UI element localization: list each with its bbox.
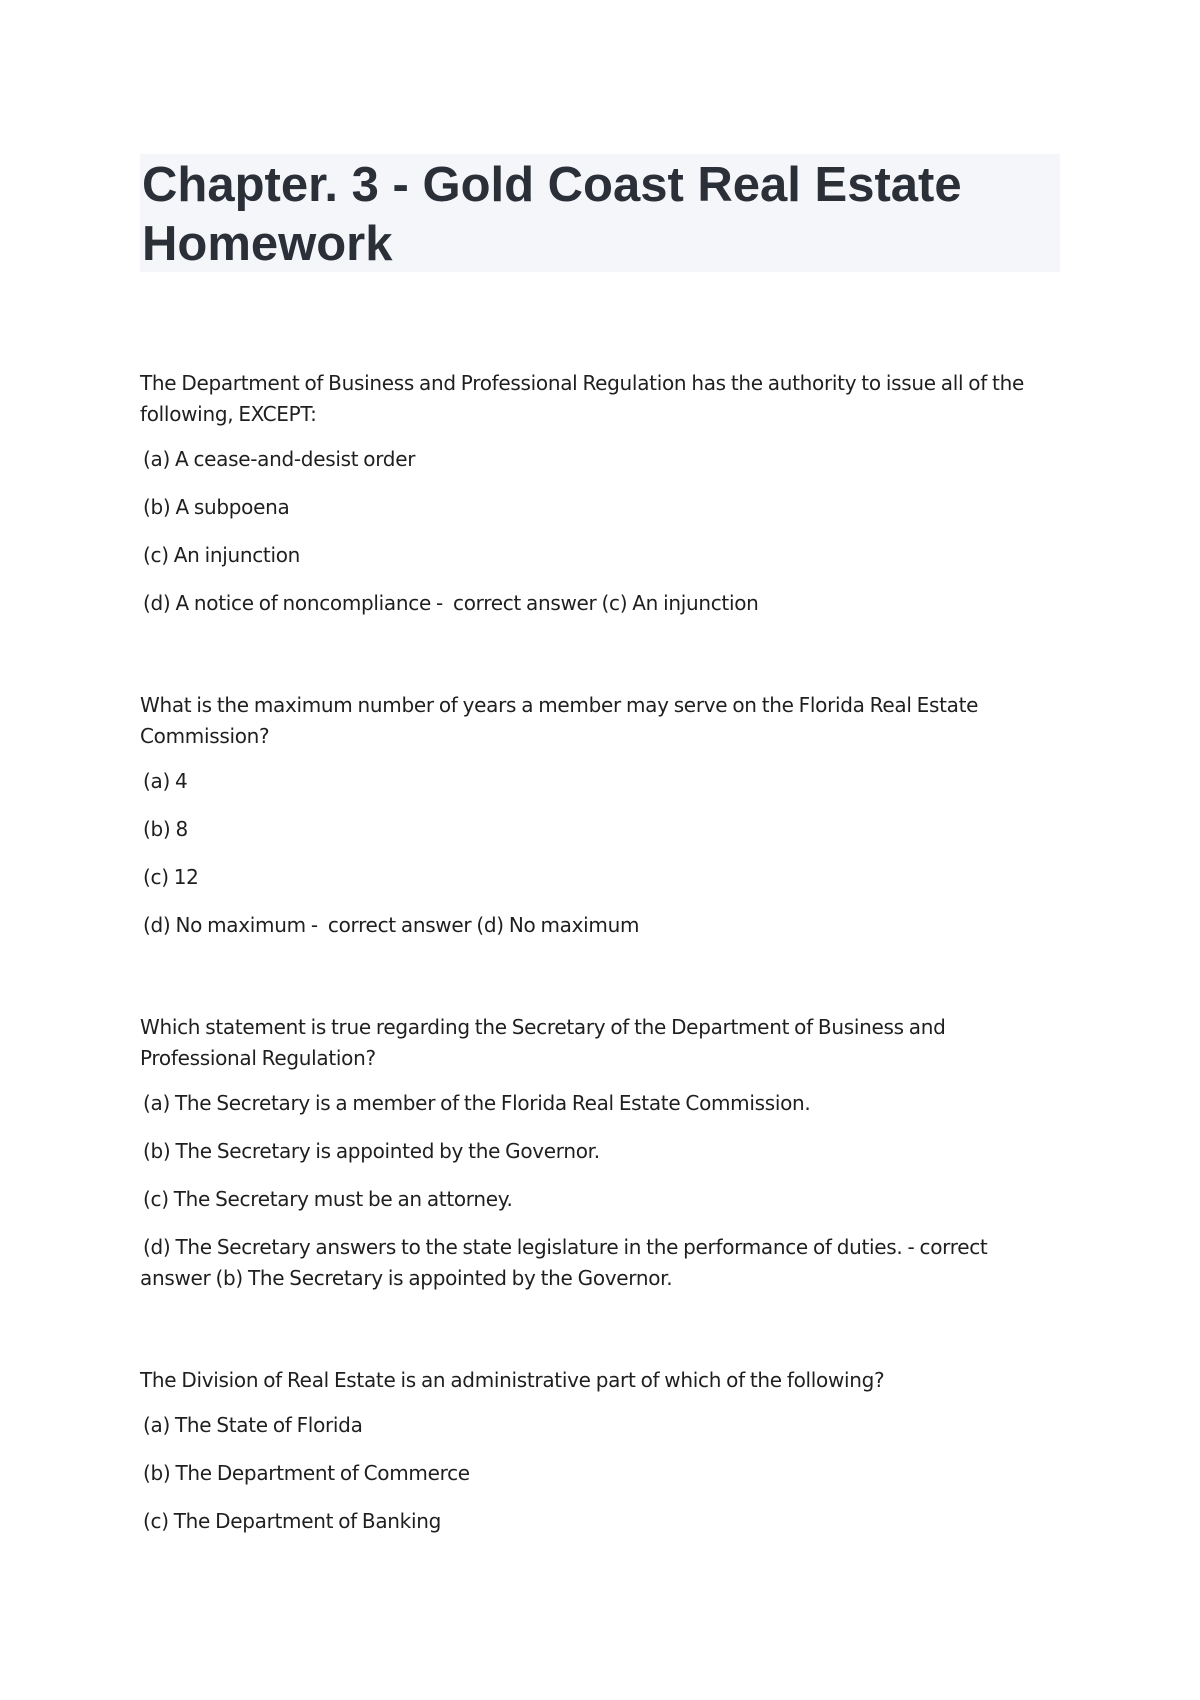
option-c: (c) An injunction (143, 543, 301, 567)
option-d-with-answer: (d) No maximum - correct answer (d) No maximum (143, 913, 640, 937)
question-2 (140, 690, 1060, 941)
option-b: (b) The Secretary is appointed by the Governor. (143, 1139, 600, 1163)
question-4 (140, 1365, 1060, 1537)
question-text: The Department of Business and Professional Regulation has the authority to issue all of the following, EXCEPT: (140, 371, 1024, 426)
option-c: (c) The Secretary must be an attorney. (143, 1187, 513, 1211)
option-a: (a) The State of Florida (143, 1413, 363, 1437)
option-a: (a) A cease-and-desist order (143, 447, 416, 471)
option-b: (b) The Department of Commerce (143, 1461, 470, 1485)
option-c: (c) 12 (143, 865, 199, 889)
option-b: (b) A subpoena (143, 495, 290, 519)
question-text: The Division of Real Estate is an administrative part of which of the following? (140, 1368, 885, 1392)
page-title: Chapter. 3 - Gold Coast Real Estate Homework (142, 158, 962, 271)
option-a: (a) 4 (143, 769, 188, 793)
question-text: What is the maximum number of years a member may serve on the Florida Real Estate Commission? (140, 693, 979, 748)
title-banner (140, 154, 1060, 272)
option-c: (c) The Department of Banking (143, 1509, 441, 1533)
option-b: (b) 8 (143, 817, 188, 841)
option-d-with-answer: (d) The Secretary answers to the state legislature in the performance of duties. - correct answer (b) The Secretary is appointed by the Governor. (140, 1235, 988, 1290)
question-1 (140, 368, 1060, 619)
question-3 (140, 1012, 1060, 1294)
question-text: Which statement is true regarding the Secretary of the Department of Business and Professional Regulation? (140, 1015, 946, 1070)
option-d-with-answer: (d) A notice of noncompliance - correct answer (c) An injunction (143, 591, 759, 615)
question-list (140, 368, 1060, 1608)
option-a: (a) The Secretary is a member of the Florida Real Estate Commission. (143, 1091, 811, 1115)
